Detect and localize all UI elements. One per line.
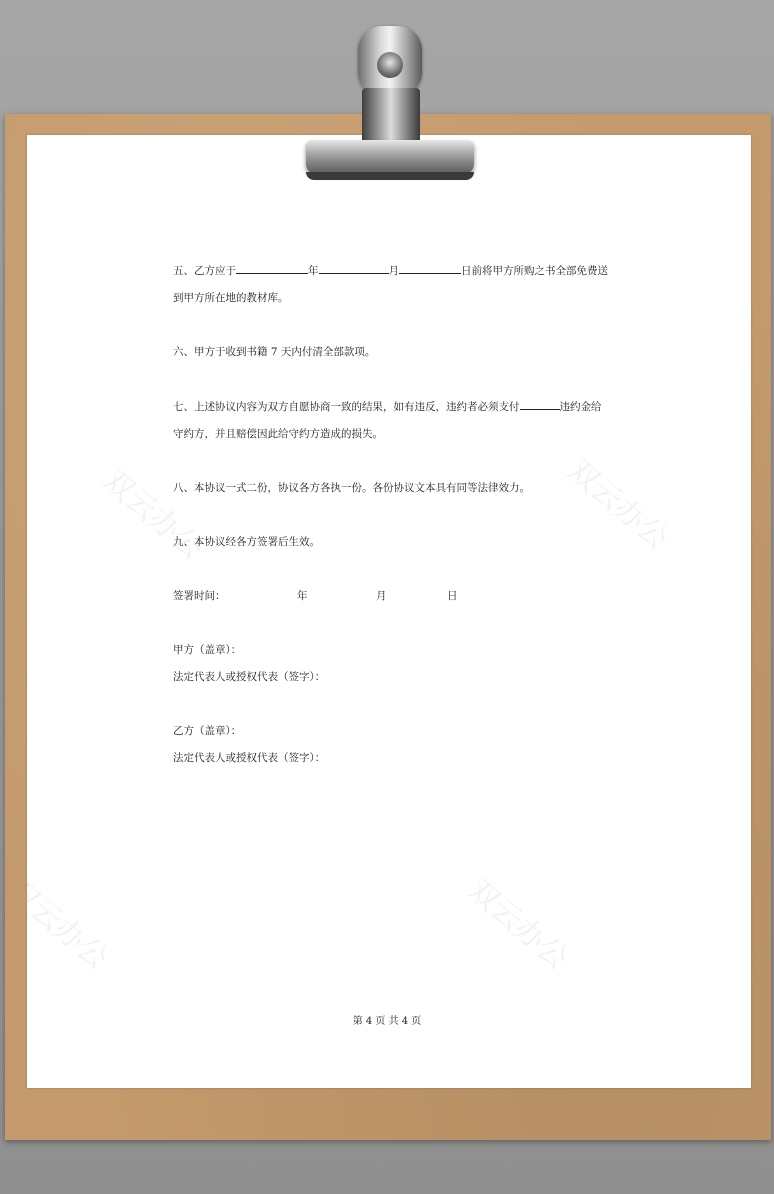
watermark: 双云办公 <box>460 872 575 977</box>
clause-6: 六、甲方于收到书籍 7 天内付清全部款项。 <box>173 346 376 358</box>
clause-7-line-2: 守约方，并且赔偿因此给守约方造成的损失。 <box>173 428 383 440</box>
watermark: 双云办公 <box>560 452 675 557</box>
contract-body <box>173 262 623 766</box>
page-number: 第 4 页 共 4 页 <box>352 1016 422 1027</box>
clause-9: 九、本协议经各方签署后生效。 <box>173 536 320 548</box>
clause-5-line-1: 五、乙方应于 年 月 日前将甲方所购之书全部免费送 <box>173 262 623 279</box>
blank-day <box>399 262 461 274</box>
party-a-seal: 甲方（盖章）： <box>173 644 242 656</box>
clause-5-line-2: 到甲方所在地的教材库。 <box>173 292 289 304</box>
binder-clip-icon <box>290 18 490 178</box>
clause-7-line-1: 七、上述协议内容为双方自愿协商一致的结果，如有违反，违约者必须支付 违约金给 <box>173 398 623 415</box>
watermark: 双云办公 <box>95 462 210 567</box>
party-b-seal: 乙方（盖章）： <box>173 725 242 737</box>
blank-year <box>236 262 308 274</box>
blank-penalty <box>520 398 560 410</box>
party-b-rep: 法定代表人或授权代表（签字）： <box>173 752 326 764</box>
clause-8: 八、本协议一式二份，协议各方各执一份。各份协议文本具有同等法律效力。 <box>173 482 530 494</box>
watermark: 双云办公 <box>0 872 115 977</box>
blank-month <box>319 262 389 274</box>
sign-time: 签署时间： 年 月 日 <box>173 590 458 602</box>
party-a-rep: 法定代表人或授权代表（签字）： <box>173 671 326 683</box>
